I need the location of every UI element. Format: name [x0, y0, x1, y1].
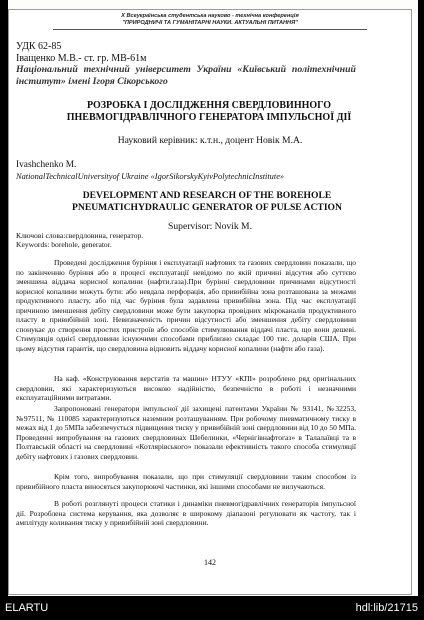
paragraph-3: Запропоновані генератори імпульсної дії захищені патентами України № 93141, №32253, №97511, № 110085 характеризуються наземним розташуванням. При робочому пневматичному тиску в межах від 1 до 5МПа забезпечується підвищення тиску у привибійній зоні свердловини від 10 до 50 МПа. Проведенні випробування на газових свердловинах Шебелинки, «Чернігівнафтогаз» в Талалаївці та в Полтавській області на свердловині «Котлярівського» показали ефективність такого способа стимуляції дебіту нафтових і газових свердловин. — [16, 404, 356, 461]
paragraph-1: Проведені дослідження буріння і експлуатації нафтових та газових свердловин показали, що по закінченню буріння або в процесі експлуатації невідомо по якій причині відсутня або суттєво зменшена віддача корисної копалини (нафти.газа).При бурінні свердловини причинами відсутності корисної копалини можуть бути: або невдала перфорація, або привибійна зона розташована за межами продуктивного пласту, або під час буріння була задавлена привибійна зона. Під час експлуатації причиною зменшення дебіту свердловини може бути закупорка провідних мікроканалів продуктивного пласту в привибійній зоні. Невизначеність причин відсутності або зменшення дебіту свердловини спонукає до створення простих пристроїв або способів стимулювання віддачі пласта, що вони дешеві. Стимуляція однієї свердловини існуючими способами приблизно складає 100 тис. доларів США. При цьому відсутня гарантія, що свердловина відновить віддачу корисної копалини (нафти або газа). — [16, 258, 356, 353]
footer-repository-label: ELARTU — [5, 602, 49, 614]
conference-header-line1: X Всеукраїнська студентська науково - технічна конференція — [121, 13, 299, 19]
header-rule — [53, 29, 367, 30]
affiliation-ua: Національний технічний університет України «Київський політехнічний інститут» імені Ігоря Сікорського — [16, 64, 356, 87]
udk-code: УДК 62-85 — [16, 41, 62, 52]
conference-header — [9, 13, 411, 27]
document-page — [8, 9, 412, 595]
affiliation-en: NationalTechnicalUniversityof Ukraine «IgorSikorskyKyivPolytechnicInstitute» — [16, 172, 285, 181]
page-number: 142 — [204, 558, 216, 567]
title-en: DEVELOPMENT AND RESEARCH OF THE BOREHOLE PNEUMATICHYDRAULIC GENERATOR OF PULSE ACTION — [72, 190, 342, 213]
paragraph-5: В роботі розглянуті процеси статики і динаміки пневмогідравлічних генераторів імпульсної дії. Розроблена система керування, яка дозволяє в широкому діапазоні регулювати як частоту, так і амплітуду коливання тиску у привибійній зоні свердловини. — [16, 499, 356, 527]
footer-handle[interactable]: hdl:lib/21715 — [355, 602, 418, 614]
title-ua: РОЗРОБКА І ДОСЛІДЖЕННЯ СВЕРДЛОВИННОГО ПНЕВМОГІДРАВЛІЧНОГО ГЕНЕРАТОРА ІМПУЛЬСНОЇ ДІЇ — [66, 100, 352, 123]
conference-header-line2: "ПРИРОДНИЧІ ТА ГУМАНІТАРНІ НАУКИ. АКТУАЛЬНІ ПИТАННЯ" — [122, 20, 298, 26]
paragraph-4: Крім того, випробування показали, що при стимуляції свердловини таким способом із привибійного пласта виносяться закупорюючі частинки, які іншими способами не вилучаються. — [16, 472, 356, 491]
paragraph-2: На каф. «Конструювання верстатів та машин» НТУУ «КПІ» розроблено ряд оригінальних свердловин, які характеризуються високою надійністю, безпечністю в роботі і незначними експлуатаційними витратами. — [16, 374, 356, 402]
author-ua: Іващенко М.В.- ст. гр. МВ-61м — [16, 53, 147, 64]
supervisor-ua: Науковий керівник: к.т.н., доцент Новік М.А. — [117, 135, 303, 146]
keywords-ua: Ключові слова:свердловина, генератор. — [16, 231, 144, 240]
keywords-en: Keywords: borehole, generator. — [16, 240, 112, 249]
supervisor-en: Supervisor: Novik M. — [168, 221, 252, 232]
author-en: Ivashchenko M. — [16, 160, 77, 170]
